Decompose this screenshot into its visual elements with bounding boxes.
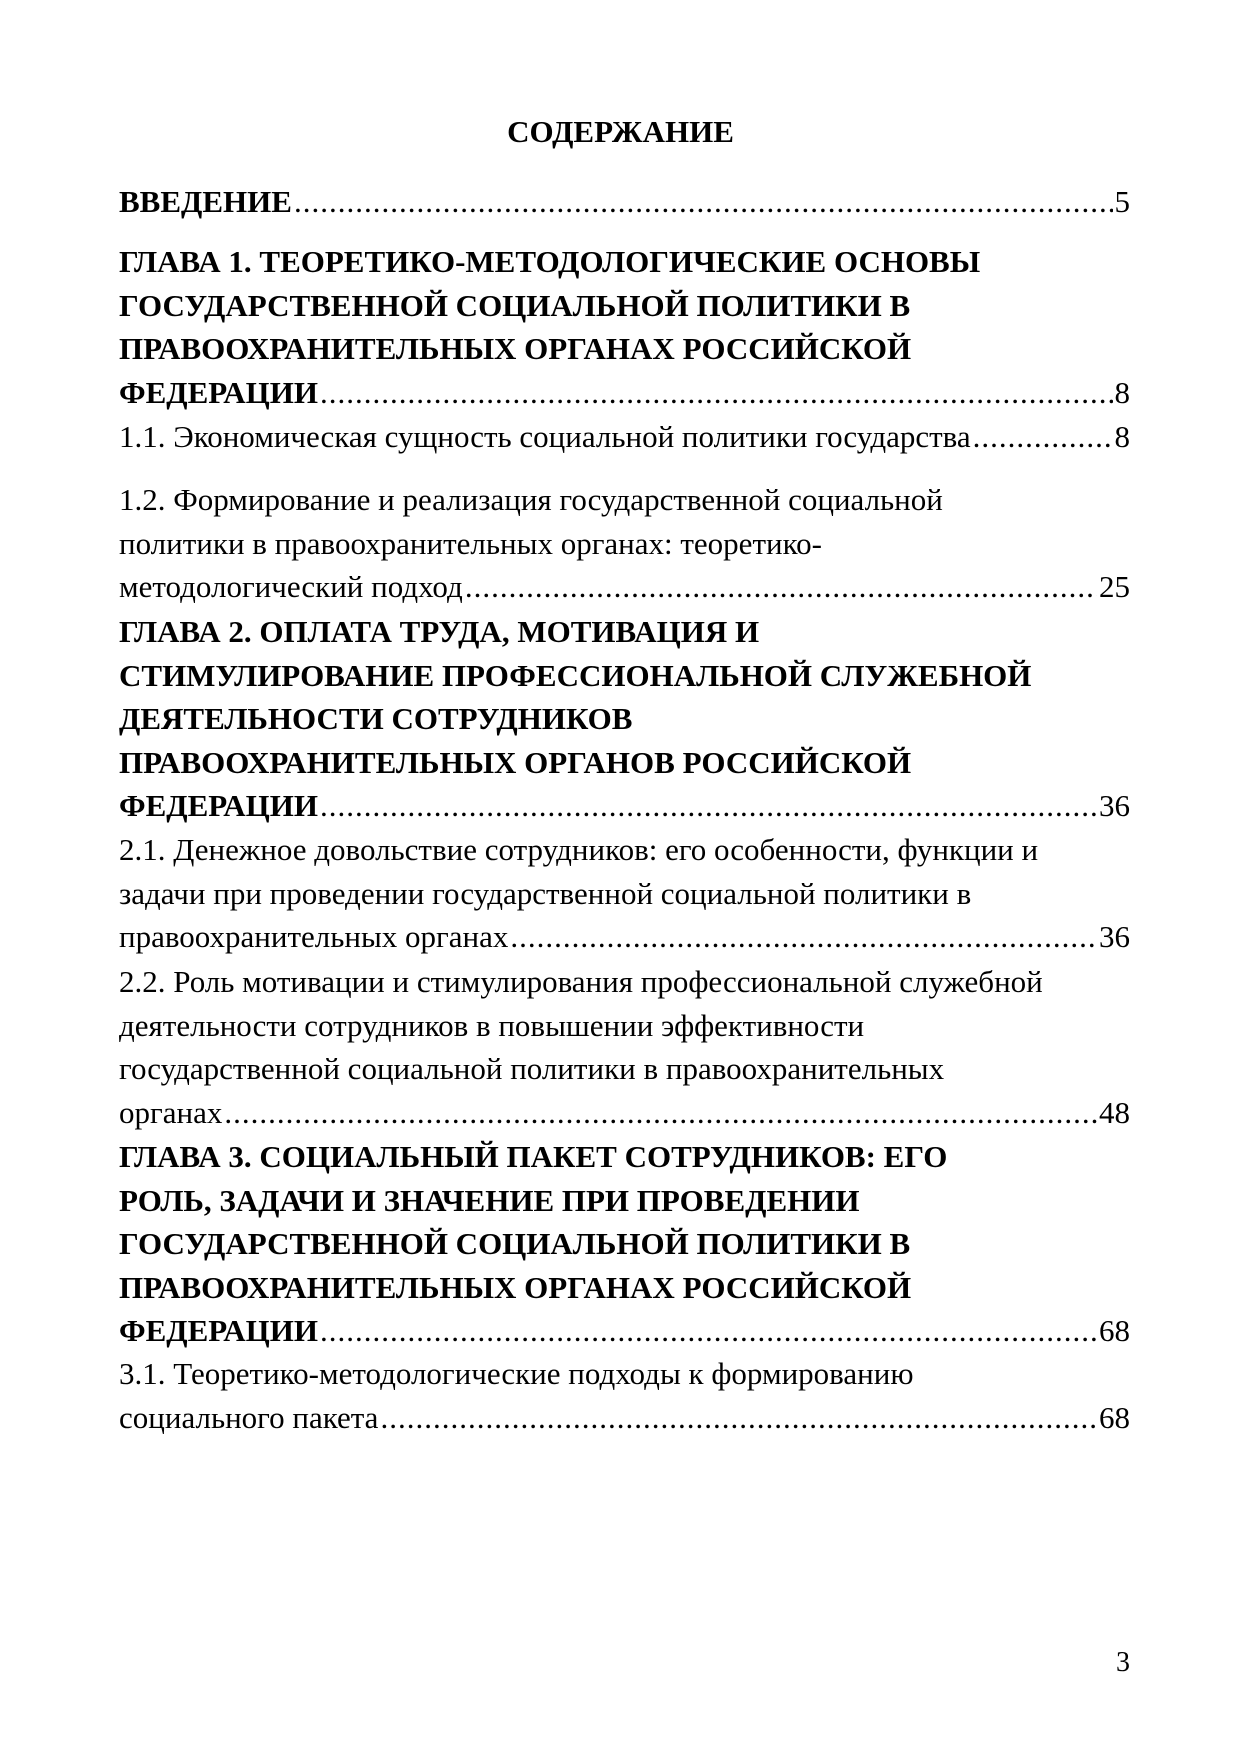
dot-leader: [294, 180, 1113, 224]
toc-entry-line: ПРАВООХРАНИТЕЛЬНЫХ ОРГАНОВ РОССИЙСКОЙ: [119, 744, 912, 780]
toc-entry-section-3-1[interactable]: [119, 1352, 1130, 1439]
toc-entry-last-line: [119, 415, 1130, 459]
toc-entry-chapter-2[interactable]: [119, 610, 1130, 828]
toc-entry-line: ПРАВООХРАНИТЕЛЬНЫХ ОРГАНАХ РОССИЙСКОЙ: [119, 1269, 912, 1305]
toc-entry-line: ГОСУДАРСТВЕННОЙ СОЦИАЛЬНОЙ ПОЛИТИКИ В: [119, 287, 911, 323]
toc-entry-last-line: [119, 1309, 1130, 1353]
dot-leader: [320, 1309, 1097, 1353]
toc-page-number: 36: [1099, 788, 1130, 823]
toc-entry-line: 2.2. Роль мотивации и стимулирования профессиональной служебной: [119, 964, 1043, 999]
toc-page-number: 68: [1099, 1313, 1130, 1348]
toc-entry-last-line: [119, 371, 1130, 415]
toc-entry-line: РОЛЬ, ЗАДАЧИ И ЗНАЧЕНИЕ ПРИ ПРОВЕДЕНИИ: [119, 1182, 860, 1218]
dot-leader: [465, 565, 1097, 609]
toc-entry-line: политики в правоохранительных органах: теоретико-: [119, 525, 822, 561]
dot-leader: [320, 371, 1112, 415]
dot-leader: [320, 784, 1097, 828]
toc-entry-section-2-1[interactable]: [119, 828, 1130, 959]
toc-entry-title: ФЕДЕРАЦИИ: [119, 788, 319, 823]
toc-entry-title: правоохранительных органах: [119, 919, 509, 954]
toc-entry-last-line: [119, 915, 1130, 959]
toc-entry-title: методологический подход: [119, 569, 463, 604]
toc-entry-line: ГОСУДАРСТВЕННОЙ СОЦИАЛЬНОЙ ПОЛИТИКИ В: [119, 1226, 911, 1261]
toc-entry-last-line: [119, 1091, 1130, 1135]
toc-page-number: 5: [1114, 184, 1130, 219]
toc-entry-line: СТИМУЛИРОВАНИЕ ПРОФЕССИОНАЛЬНОЙ СЛУЖЕБНОЙ: [119, 657, 1032, 693]
toc-entry-last-line: [119, 565, 1130, 609]
page-number: 3: [1116, 1647, 1130, 1678]
toc-entry-line: ГЛАВА 1. ТЕОРЕТИКО-МЕТОДОЛОГИЧЕСКИЕ ОСНОВЫ: [119, 244, 981, 279]
toc-entry-last-line: [119, 1396, 1130, 1440]
toc-entry-title: ФЕДЕРАЦИИ: [119, 1313, 319, 1348]
toc-entry-section-1-2[interactable]: [119, 478, 1130, 609]
toc-entry-line: 2.1. Денежное довольствие сотрудников: его особенности, функции и: [119, 832, 1039, 867]
toc-entry-section-1-1[interactable]: [119, 415, 1130, 459]
toc-entry-line: ГЛАВА 3. СОЦИАЛЬНЫЙ ПАКЕТ СОТРУДНИКОВ: ЕГО: [119, 1139, 948, 1174]
toc-page-number: 48: [1099, 1094, 1130, 1130]
toc-entry-line: 3.1. Теоретико-методологические подходы к формированию: [119, 1356, 914, 1391]
toc-entry-section-2-2[interactable]: [119, 960, 1130, 1134]
toc-entry-line: государственной социальной политики в правоохранительных: [119, 1051, 945, 1086]
toc-entry-line: ПРАВООХРАНИТЕЛЬНЫХ ОРГАНАХ РОССИЙСКОЙ: [119, 331, 912, 366]
toc-entry-line: деятельности сотрудников в повышении эффективности: [119, 1007, 865, 1043]
toc-entry-line: задачи при проведении государственной социальной политики в: [119, 875, 972, 911]
toc-page-number: 36: [1099, 919, 1130, 954]
toc-entry-line: 1.2. Формирование и реализация государственной социальной: [119, 482, 943, 517]
toc-entry-title: 1.1. Экономическая сущность социальной политики государства: [119, 419, 971, 454]
toc-entry-title: ВВЕДЕНИЕ: [119, 184, 292, 219]
dot-leader: [380, 1396, 1097, 1440]
page-title: СОДЕРЖАНИЕ: [507, 114, 734, 149]
dot-leader: [224, 1091, 1097, 1135]
toc-entry-last-line: [119, 784, 1130, 828]
toc-entry-title: ФЕДЕРАЦИИ: [119, 374, 319, 410]
toc-page-number: 8: [1114, 419, 1130, 454]
toc-entry-line: ДЕЯТЕЛЬНОСТИ СОТРУДНИКОВ: [119, 701, 633, 736]
toc-page-number: 68: [1099, 1399, 1130, 1435]
toc-entry-line: ГЛАВА 2. ОПЛАТА ТРУДА, МОТИВАЦИЯ И: [119, 614, 760, 649]
toc-page-number: 8: [1114, 374, 1130, 410]
toc-entry-chapter-3[interactable]: [119, 1135, 1130, 1353]
toc-page-number: 25: [1099, 569, 1130, 604]
toc-entry-last-line: [119, 180, 1130, 224]
toc-entry-title: органах: [119, 1094, 223, 1130]
dot-leader: [973, 415, 1113, 459]
toc-entry-title: социального пакета: [119, 1399, 379, 1435]
toc-entry-chapter-1[interactable]: [119, 240, 1130, 414]
dot-leader: [510, 915, 1097, 959]
toc-entry-introduction[interactable]: [119, 180, 1130, 224]
